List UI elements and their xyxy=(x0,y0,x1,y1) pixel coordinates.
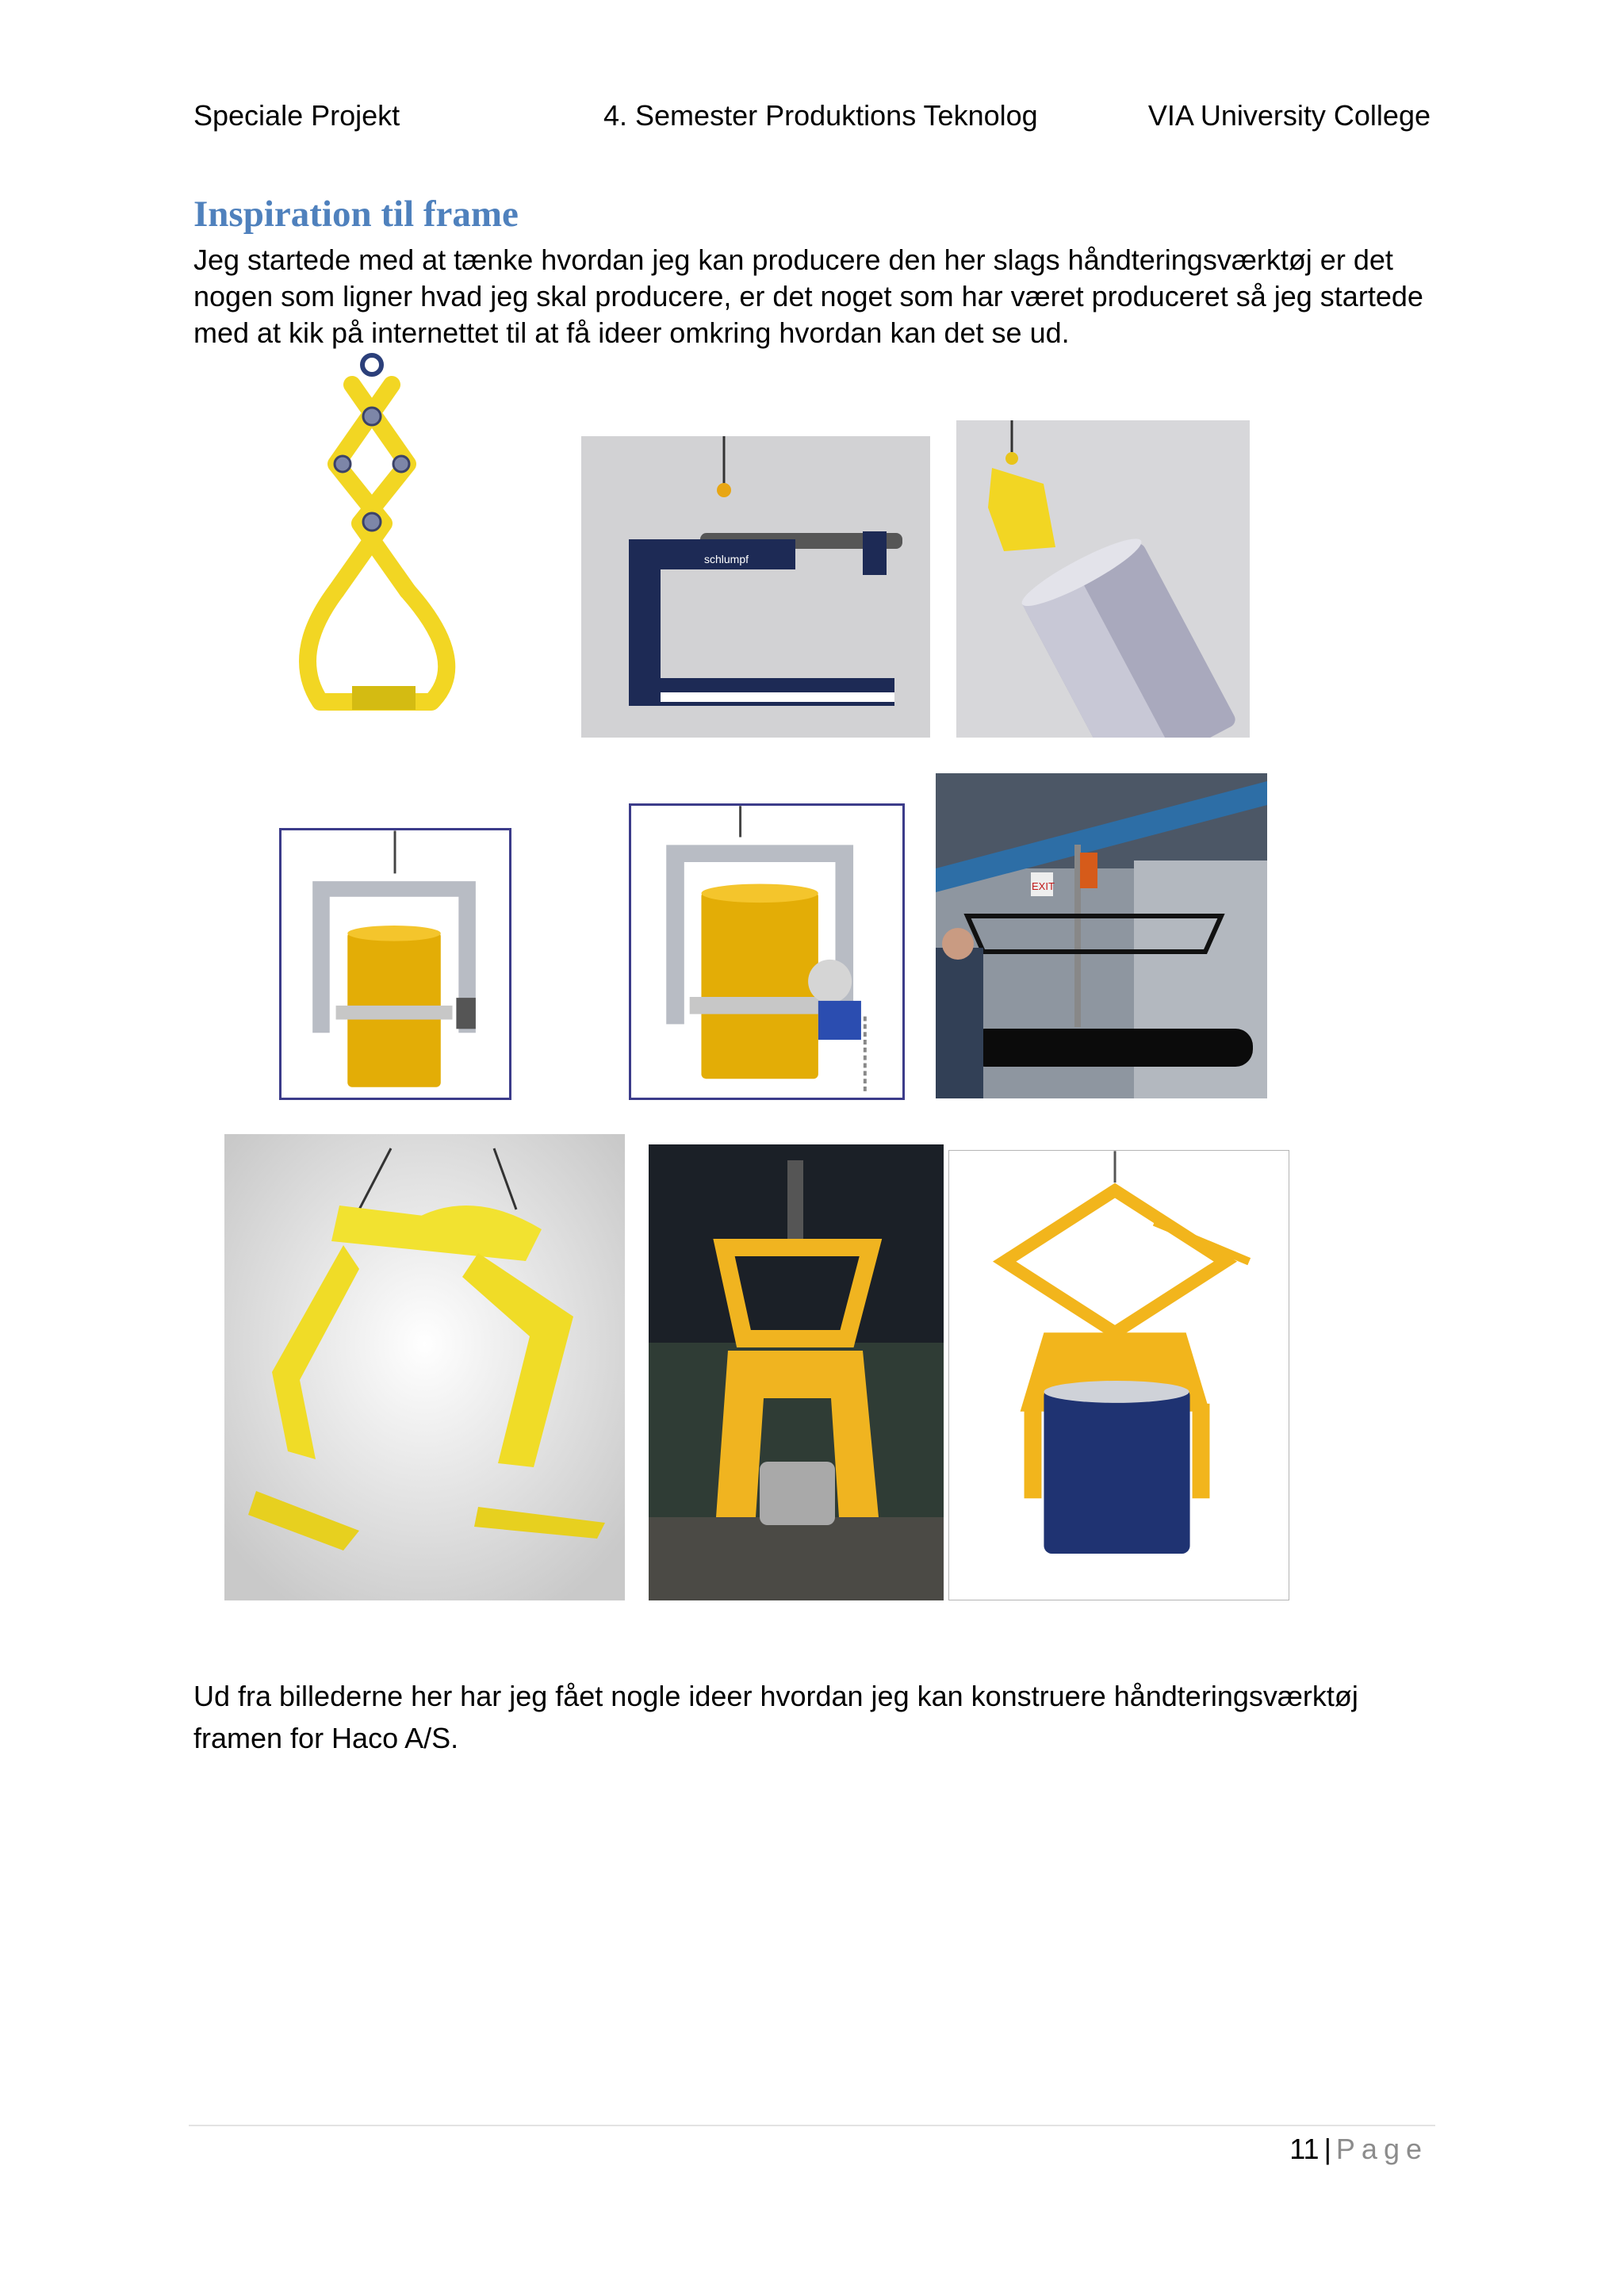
image-coil-tongs-warehouse xyxy=(649,1144,944,1600)
image-brand-label: schlumpf xyxy=(704,553,749,565)
conclusion-paragraph: Ud fra billederne her har jeg fået nogle ideer hvordan jeg kan konstruere håndteringsværktøj framen for Haco A/S. xyxy=(193,1680,1358,1754)
page-label: Page xyxy=(1335,2133,1428,2165)
footer-divider xyxy=(189,2125,1435,2126)
page-number xyxy=(1289,2132,1428,2167)
intro-paragraph: Jeg startede med at tænke hvordan jeg kan producere den her slags håndteringsværktøj er det nogen som ligner hvad jeg skal producere, er det noget som har været produceret så jeg startede med at kik på internettet til at få ideer omkring hvordan kan det se ud. xyxy=(193,243,1423,349)
image-spreader-beam-warehouse xyxy=(936,773,1267,1098)
page-separator: | xyxy=(1323,2133,1331,2165)
image-exit-sign: EXIT xyxy=(1032,880,1055,892)
image-drum-frame-crank xyxy=(279,828,511,1100)
image-drum-frame-chain xyxy=(629,803,905,1100)
image-roll-lifter xyxy=(956,420,1250,738)
header-right-title: VIA University College xyxy=(1147,99,1431,132)
image-yellow-cross-tongs xyxy=(224,1134,625,1600)
page-number-value: 11 xyxy=(1289,2133,1320,2165)
header-center-title: 4. Semester Produktions Teknolog xyxy=(603,99,1038,132)
image-drum-tongs-blue xyxy=(948,1150,1289,1600)
image-scissor-lifter xyxy=(273,353,511,730)
section-heading: Inspiration til frame xyxy=(193,194,519,235)
image-blue-c-hook xyxy=(581,436,930,738)
header-left-title: Speciale Projekt xyxy=(193,99,400,132)
